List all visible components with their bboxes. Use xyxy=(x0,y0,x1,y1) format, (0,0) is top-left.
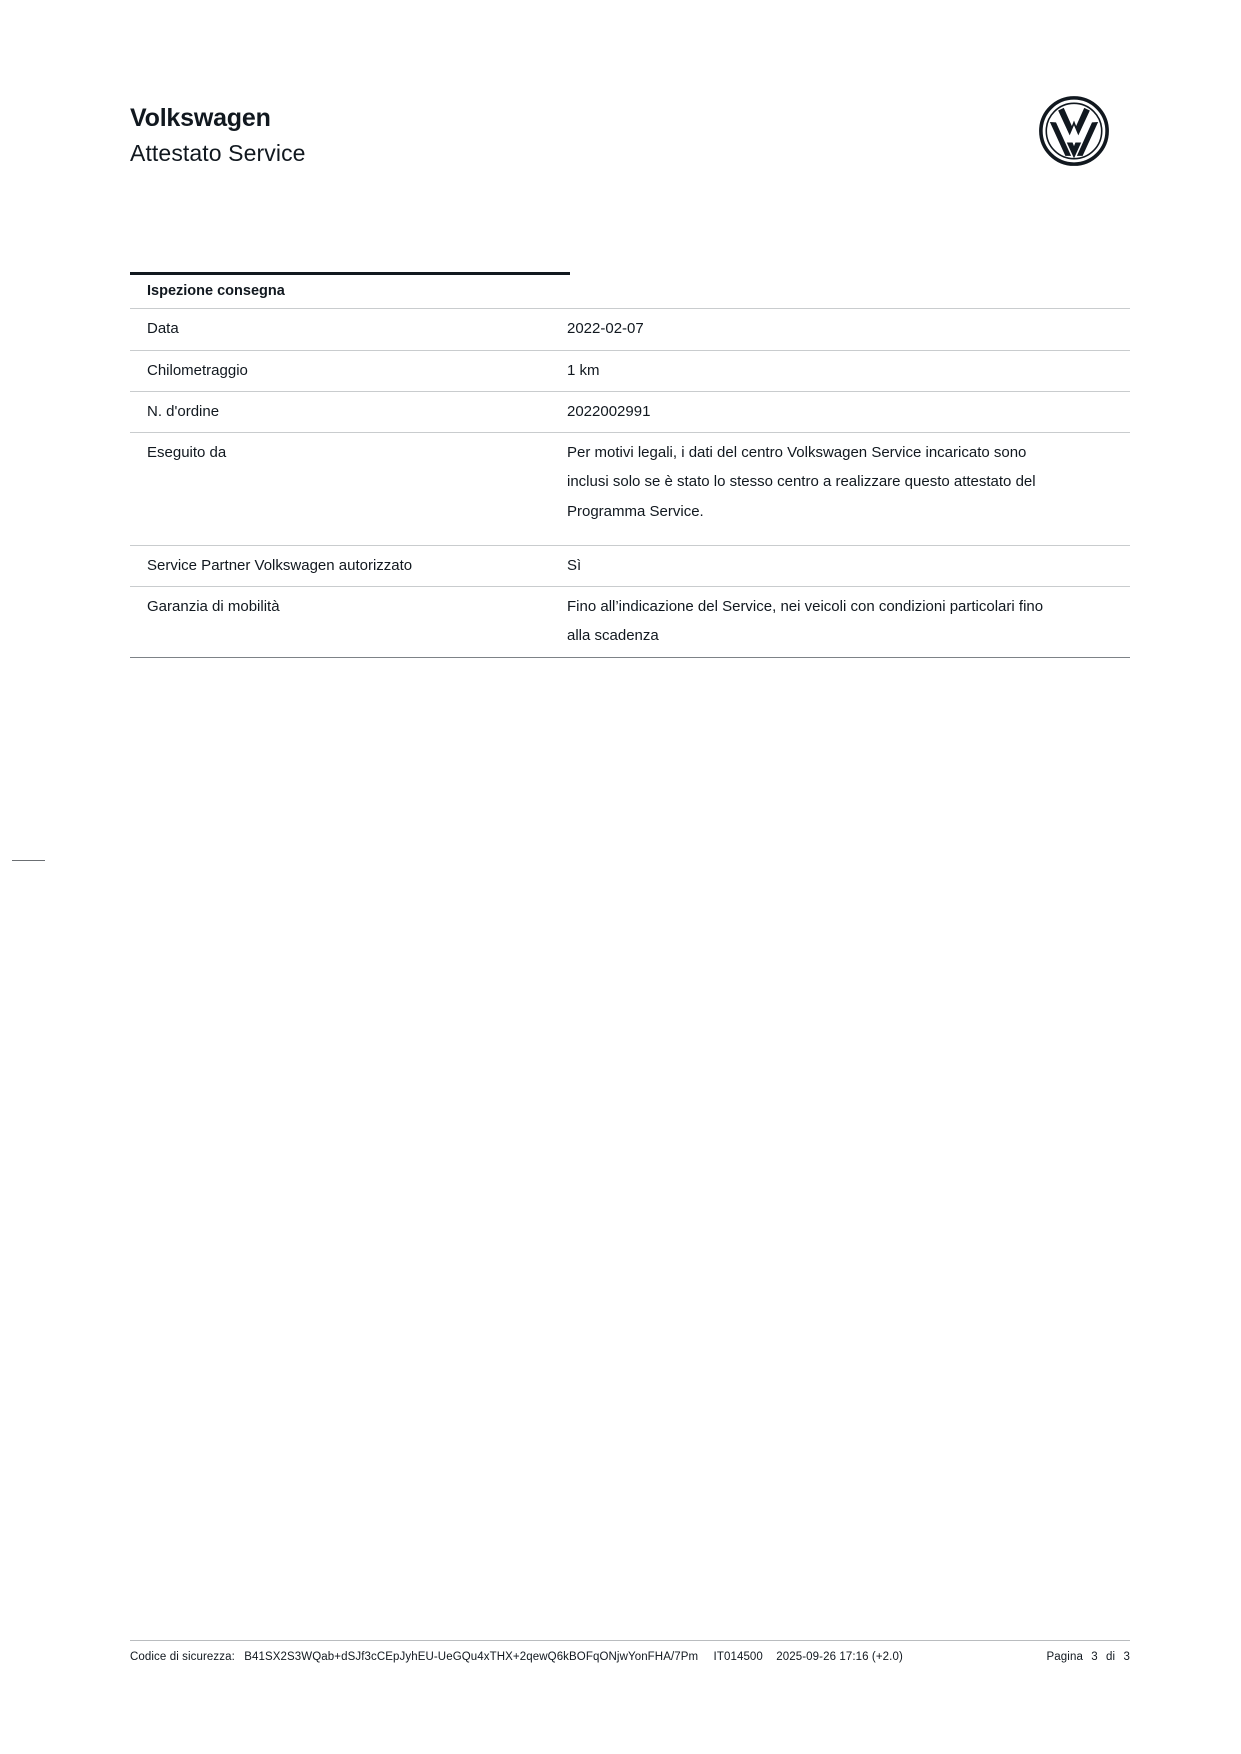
document-id: IT014500 xyxy=(713,1651,763,1663)
row-value-line: Per motivi legali, i dati del centro Volkswagen Service incaricato sono xyxy=(567,444,1027,462)
volkswagen-logo-icon xyxy=(1038,95,1110,167)
row-value-line: Programma Service. xyxy=(567,502,704,520)
row-value-line: Fino all’indicazione del Service, nei veicoli con condizioni particolari fino xyxy=(567,598,1044,616)
row-value: 2022-02-07 xyxy=(567,320,644,338)
table-row xyxy=(130,308,1130,349)
table-row xyxy=(130,391,1130,432)
row-label: Eseguito da xyxy=(147,444,227,462)
section-title: Ispezione consegna xyxy=(147,283,285,299)
row-label: N. d'ordine xyxy=(147,402,220,420)
row-label: Data xyxy=(147,320,179,338)
page-number xyxy=(1042,1651,1130,1663)
page-of: di xyxy=(1106,1651,1116,1663)
row-value: Sì xyxy=(567,556,582,574)
document-header xyxy=(130,105,1110,185)
table-row xyxy=(130,545,1130,586)
security-code-value: B41SX2S3WQab+dSJf3cCEpJyhEU-UeGQu4xTHX+2qewQ6kBOFqONjwYonFHA/7Pm xyxy=(244,1651,699,1663)
page-edge-mark xyxy=(12,860,45,861)
page-current: 3 xyxy=(1091,1651,1098,1663)
row-label: Garanzia di mobilità xyxy=(147,598,280,616)
security-code-label: Codice di sicurezza: xyxy=(130,1651,235,1663)
row-label: Chilometraggio xyxy=(147,361,248,379)
footer-security-info xyxy=(130,1651,903,1663)
row-value: 2022002991 xyxy=(567,402,651,420)
row-value: 1 km xyxy=(567,361,600,379)
document-subtitle: Attestato Service xyxy=(130,139,306,166)
table-row xyxy=(130,432,1130,545)
page-total: 3 xyxy=(1123,1651,1130,1663)
table-row xyxy=(130,586,1130,658)
row-value-line: alla scadenza xyxy=(567,627,659,645)
page-label: Pagina xyxy=(1046,1651,1083,1663)
ispezione-consegna-section xyxy=(130,272,1130,658)
footer-timestamp: 2025-09-26 17:16 (+2.0) xyxy=(776,1651,903,1663)
page-title: Volkswagen xyxy=(130,104,271,132)
row-value xyxy=(567,433,1130,545)
table-row xyxy=(130,350,1130,391)
row-label: Service Partner Volkswagen autorizzato xyxy=(147,556,413,574)
row-value-line: inclusi solo se è stato lo stesso centro a realizzare questo attestato del xyxy=(567,473,1036,491)
row-value xyxy=(567,587,1130,657)
document-footer xyxy=(130,1640,1130,1663)
